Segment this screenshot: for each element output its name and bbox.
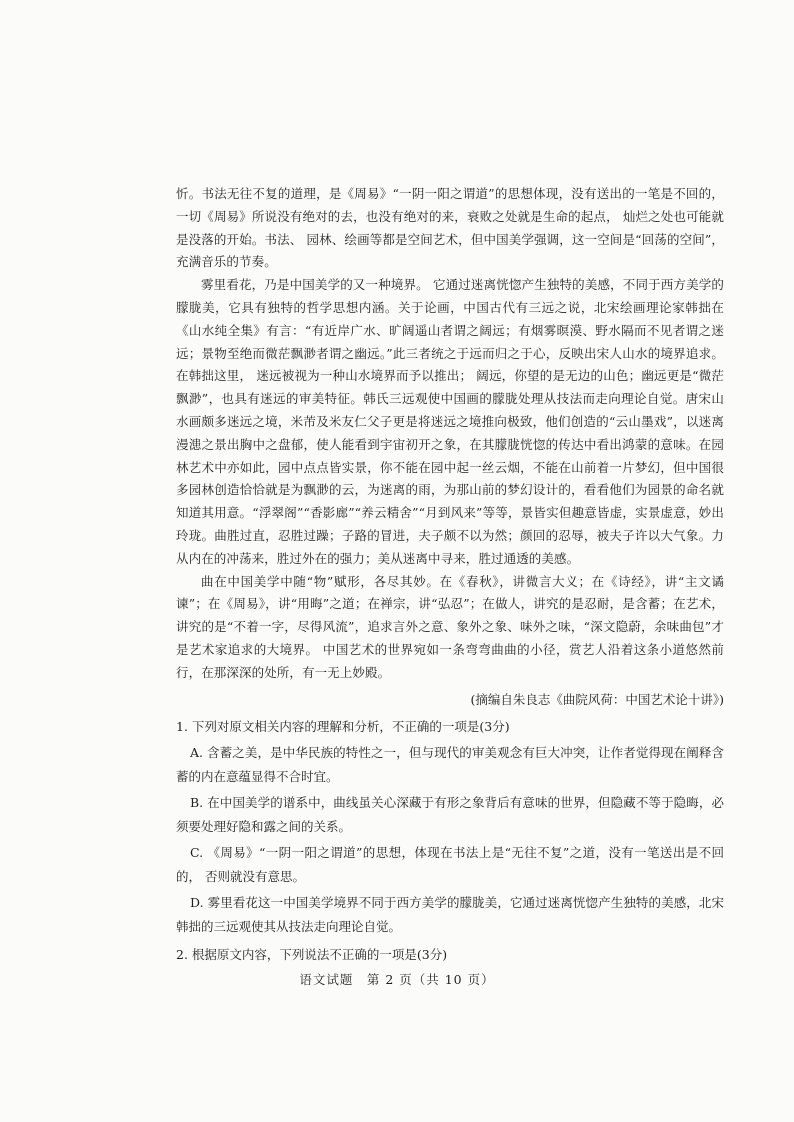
question-1-option-d: D. 雾里看花这一中国美学境界不同于西方美学的朦胧美，它通过迷离恍惚产生独特的美感，北宋韩拙的三远观使其从技法走向理论自觉。 bbox=[176, 894, 724, 934]
question-2-stem: 2. 根据原文内容，下列说法不正确的一项是(3分) bbox=[176, 946, 448, 962]
question-1-option-b: B. 在中国美学的谱系中，曲线虽关心深藏于有形之象背后有意味的世界，但隐藏不等于隐晦，必须要处理好隐和露之间的关系。 bbox=[176, 794, 724, 834]
question-1-option-c: C. 《周易》“一阴一阳之谓道”的思想，体现在书法上是“无往不复”之道，没有一笔送出是不回的， 否则就没有意思。 bbox=[176, 844, 724, 884]
passage-paragraph-1: 忻。书法无往不复的道理，是《周易》“一阴一阳之谓道”的思想体现，没有送出的一笔是不回的，一切《周易》所说没有绝对的去，也没有绝对的来，衰败之处就是生命的起点， 灿烂之处也可能就是没落的开始。书法、 园林、绘画等都是空间艺术，但中国美学强调，这一空间是“回荡的空间”，充满音乐的节奏。 bbox=[176, 186, 724, 270]
question-1-option-a: A. 含蓄之美，是中华民族的特性之一，但与现代的审美观念有巨大冲突，让作者觉得现在阐释含蓄的内在意蕴显得不合时宜。 bbox=[176, 744, 724, 784]
page-footer: 语文试题 第 2 页（共 10 页） bbox=[299, 972, 495, 987]
passage-paragraph-3: 曲在中国美学中随“物”赋形，各尽其妙。在《春秋》，讲微言大义；在《诗经》，讲“主文谲谏”；在《周易》，讲“用晦”之道；在禅宗，讲“弘忍”；在做人，讲究的是忍耐，是含蓄；在艺术，讲究的是“不着一字，尽得风流”，追求言外之意、象外之象、味外之味，“深文隐蔚，余味曲包”才是艺术家追求的大境界。 中国艺术的世界宛如一条弯弯曲曲的小径，赏艺人沿着这条小道悠然前行，在那深深的处所，有一无上妙殿。 bbox=[176, 573, 724, 680]
passage-paragraph-2: 雾里看花，乃是中国美学的又一种境界。 它通过迷离恍惚产生独特的美感，不同于西方美学的朦胧美，它具有独特的哲学思想内涵。关于论画，中国古代有三远之说，北宋绘画理论家韩拙在《山水纯全集》有言：“有近岸广水、旷阔遥山者谓之阔远；有烟雾暝漠、野水隔而不见者谓之迷远；景物至绝而微茫飘渺者谓之幽远。”此三者统之于远而归之于心，反映出宋人山水的境界追求。在韩拙这里， 迷远被视为一种山水境界而予以推出； 阔远，你望的是无边的山色；幽远更是“微茫飘渺”，也具有迷远的审美特征。韩氏三远观使中国画的朦胧处理从技法而走向理论自觉。唐宋山水画颇多迷远之境，米芾及米友仁父子更是将迷远之境推向极致，他们创造的“云山墨戏”，以迷离漫漶之景出胸中之盘郁，使人能看到宇宙初开之象，在其朦胧恍惚的传达中看出鸿蒙的意味。在园林艺术中亦如此，园中点点皆实景，你不能在园中起一丝云烟，不能在山前着一片梦幻，但中国很多园林创造恰恰就是为飘渺的云，为迷离的雨，为那山前的梦幻设计的，看看他们为园景的命名就知道其用意。“浮翠阁”“香影廊”“养云精舍”“月到风来”等等，景皆实但趣意皆虚，实景虚意，妙出玲珑。曲胜过直，忍胜过躁；子路的冒进，夫子颇不以为然；颜回的忍辱，被夫子许以大气象。力从内在的冲荡来，胜过外在的强力；美从迷离中寻来，胜过通透的美感。 bbox=[176, 277, 724, 566]
question-1-stem: 1. 下列对原文相关内容的理解和分析，不正确的一项是(3分) bbox=[176, 718, 510, 734]
page-content bbox=[176, 183, 724, 967]
passage-source: (摘编自朱良志《曲院风荷：中国艺术论十讲》) bbox=[470, 691, 724, 707]
